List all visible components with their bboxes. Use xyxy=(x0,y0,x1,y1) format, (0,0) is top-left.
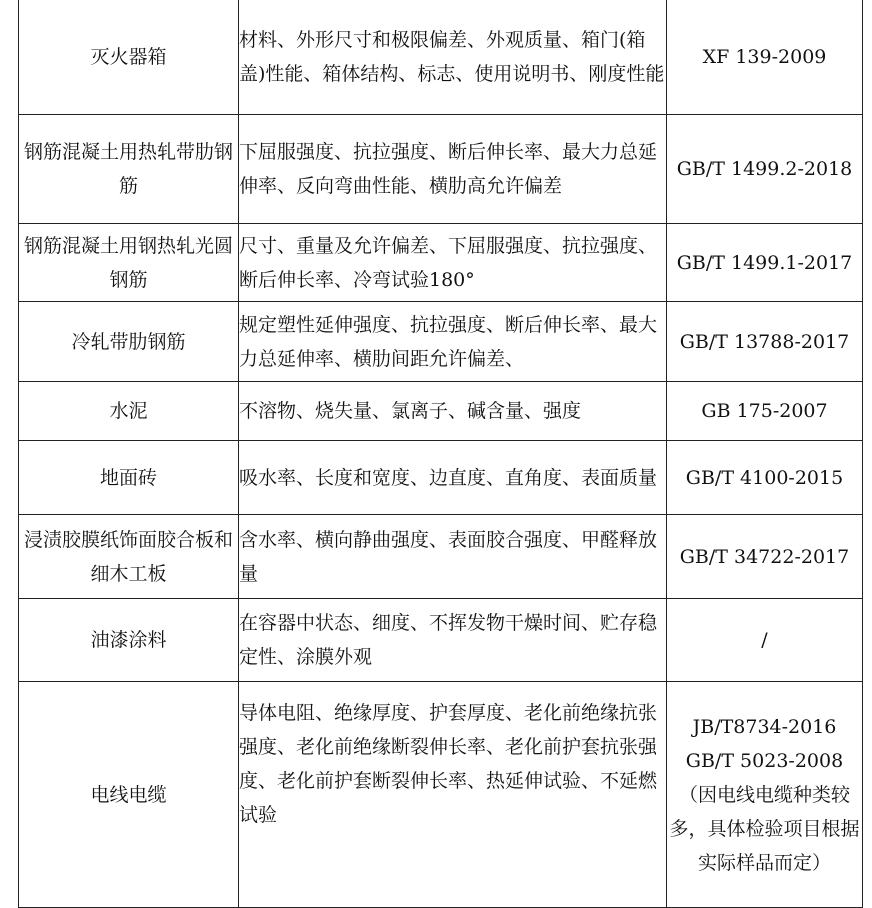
standard-code: GB/T 5023-2008 xyxy=(685,749,844,772)
standard-code: / xyxy=(761,629,768,651)
standard-cell xyxy=(667,302,863,382)
test-items-cell: 下屈服强度、抗拉强度、断后伸长率、最大力总延伸率、反向弯曲性能、横肋高允许偏差 xyxy=(239,115,667,224)
table-row xyxy=(19,441,863,515)
standard-cell xyxy=(667,441,863,515)
test-items-cell: 在容器中状态、细度、不挥发物干燥时间、贮存稳定性、涂膜外观 xyxy=(239,599,667,682)
product-name-cell: 灭火器箱 xyxy=(19,0,239,115)
product-name-cell: 钢筋混凝土用热轧带肋钢筋 xyxy=(19,115,239,224)
standard-code: JB/T8734-2016 xyxy=(692,715,837,738)
test-items-cell: 吸水率、长度和宽度、边直度、直角度、表面质量 xyxy=(239,441,667,515)
standard-cell xyxy=(667,682,863,908)
test-items-cell: 规定塑性延伸强度、抗拉强度、断后伸长率、最大力总延伸率、横肋间距允许偏差、 xyxy=(239,302,667,382)
test-items-cell: 含水率、横向静曲强度、表面胶合强度、甲醛释放量 xyxy=(239,515,667,599)
product-name-cell: 冷轧带肋钢筋 xyxy=(19,302,239,382)
standard-cell xyxy=(667,224,863,302)
standard-note: （因电线电缆种类较多，具体检验项目根据实际样品而定） xyxy=(669,783,860,874)
product-name-cell: 电线电缆 xyxy=(19,682,239,908)
standard-code: GB/T 4100-2015 xyxy=(685,466,844,489)
standard-cell xyxy=(667,382,863,441)
table-row xyxy=(19,115,863,224)
standard-code: GB/T 1499.2-2018 xyxy=(676,158,853,180)
table-row xyxy=(19,515,863,599)
standard-code: GB/T 34722-2017 xyxy=(679,545,850,568)
product-name-cell: 钢筋混凝土用钢热轧光圆钢筋 xyxy=(19,224,239,302)
table-row xyxy=(19,0,863,115)
standard-cell xyxy=(667,115,863,224)
test-items-cell: 尺寸、重量及允许偏差、下屈服强度、抗拉强度、断后伸长率、冷弯试验180° xyxy=(239,224,667,302)
test-standard-table xyxy=(18,0,863,908)
test-items-cell: 材料、外形尺寸和极限偏差、外观质量、箱门(箱盖)性能、箱体结构、标志、使用说明书、刚度性能 xyxy=(239,0,667,115)
standard-code: GB/T 13788-2017 xyxy=(679,330,850,353)
standard-code: XF 139-2009 xyxy=(702,45,827,68)
standard-cell xyxy=(667,599,863,682)
standard-code: GB 175-2007 xyxy=(701,400,828,422)
table-row xyxy=(19,682,863,908)
standard-cell xyxy=(667,0,863,115)
product-name-cell: 水泥 xyxy=(19,382,239,441)
product-name-cell: 油漆涂料 xyxy=(19,599,239,682)
table-row xyxy=(19,224,863,302)
table-row xyxy=(19,599,863,682)
product-name-cell: 地面砖 xyxy=(19,441,239,515)
table-row xyxy=(19,302,863,382)
table-row xyxy=(19,382,863,441)
standard-code: GB/T 1499.1-2017 xyxy=(676,251,853,274)
standard-cell xyxy=(667,515,863,599)
test-items-cell: 不溶物、烧失量、氯离子、碱含量、强度 xyxy=(239,382,667,441)
product-name-cell: 浸渍胶膜纸饰面胶合板和细木工板 xyxy=(19,515,239,599)
test-items-cell: 导体电阻、绝缘厚度、护套厚度、老化前绝缘抗张强度、老化前绝缘断裂伸长率、老化前护套抗张强度、老化前护套断裂伸长率、热延伸试验、不延燃试验 xyxy=(239,682,667,908)
